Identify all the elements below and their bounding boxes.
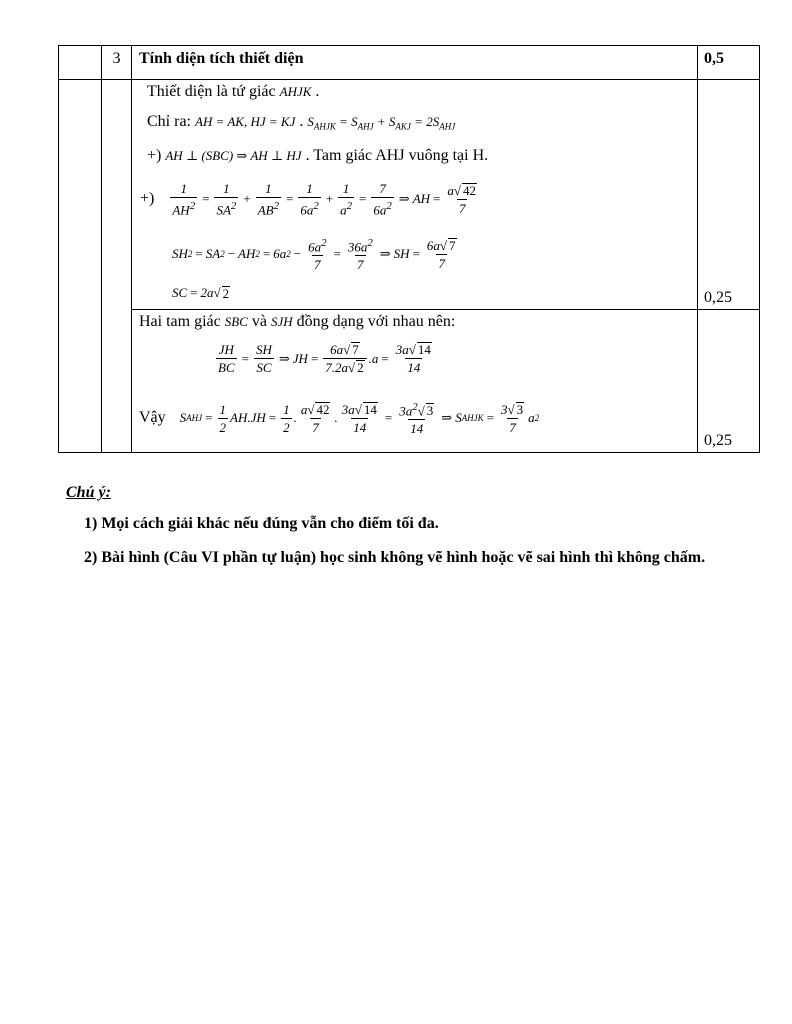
blank-number-cell — [102, 80, 132, 453]
statement-line: Chỉ ra: AH = AK, HJ = KJ . $S_{AHJK} = S_{AHJ} + S_{AKJ} = 2S_{AHJ}$ — [147, 113, 456, 132]
formula-area: S AHJ = $\frac{1}{2}$ AH.JH = $\frac{1}{2}$ . a√ 42 7 . $\frac{3a√ 14}{14}$ = $\frac{3a^2√ 3}{14}$ ⇒ S AHJK = $\frac{3√ 3}{7}$ a 2 — [179, 401, 540, 437]
solution-part-2 — [132, 310, 698, 453]
statement-line: Hai tam giác SBC và SJH đồng dạng với nhau nên: — [139, 313, 456, 330]
solution-part-1 — [132, 80, 698, 310]
formula-line — [172, 236, 461, 272]
formula-line: +) $\frac{1}{AH^2}$ = $\frac{1}{SA^2}$ + $\frac{1}{AB^2}$ = $\frac{1}{6a^2}$ + $\frac{1}{a^2}$ = $\frac{7}{6a^2}$ ⇒ AH = $\frac{a√ 42}{7}$ — [140, 181, 481, 217]
area-equation: $S_{AHJK} = S_{AHJ} + S_{AKJ} = 2S_{AHJ}$ — [307, 114, 456, 132]
math-inline: AH = AK, HJ = KJ — [195, 114, 296, 129]
score-value: 0,25 — [704, 432, 732, 449]
table-row — [59, 310, 760, 453]
note-item-1: 1) Mọi cách giải khác nếu đúng vẫn cho điểm tối đa. — [84, 515, 439, 532]
blank-column-cell — [59, 80, 102, 453]
formula-sh: SH 2 = SA 2 − AH 2 = 6a 2 − $\frac{6a^2}{7}$ = $\frac{36a^2}{7}$ ⇒ SH = $\frac{6a√ 7}{7}$ — [172, 237, 456, 273]
note-item-2: 2) Bài hình (Câu VI phần tự luận) học sinh không vẽ hình hoặc vẽ sai hình thì không chấm. — [84, 549, 706, 566]
math-inline: AH ⊥ (SBC) ⇒ AH ⊥ HJ — [165, 148, 302, 163]
math-inline: AHJK — [279, 84, 312, 99]
formula-line — [214, 342, 436, 375]
grading-table — [58, 45, 760, 453]
formula-ah: $\frac{1}{AH^2}$ = $\frac{1}{SA^2}$ + $\frac{1}{AB^2}$ = $\frac{1}{6a^2}$ + $\frac{1}{a^2}$ = $\frac{7}{6a^2}$ ⇒ AH = $\frac{a√ 42}{7}$ — [172, 181, 477, 218]
formula-jh: $\frac{JH}{BC}$ = $\frac{SH}{SC}$ ⇒ JH = $\frac{6a√ 7}{7.2a√ 2}$ .a = $\frac{3a√ 14}{14}$ — [218, 342, 431, 375]
section-score: 0,5 — [698, 46, 760, 80]
formula-sc: SC = 2a √ 2 — [172, 285, 230, 301]
statement-line: Thiết diện là tứ giác AHJK . — [147, 83, 320, 100]
notes-title: Chú ý: — [66, 484, 111, 501]
blank-column-cell — [59, 46, 102, 80]
section-number: 3 — [102, 46, 132, 80]
statement-line: +) AH ⊥ (SBC) ⇒ AH ⊥ HJ . Tam giác AHJ vuông tại H. — [147, 147, 489, 164]
formula-line — [172, 284, 230, 302]
score-value: 0,25 — [704, 289, 732, 306]
formula-line: Vậy S AHJ = $\frac{1}{2}$ AH.JH = $\frac{1}{2}$ . a√ 42 7 . $\frac{3a√ 14}{14}$ = $\frac{3a^2√ 3}{14}$ ⇒ S AHJK = $\frac{3√ 3}{7}$ a 2 — [139, 401, 540, 437]
score-cell — [698, 310, 760, 453]
score-cell — [698, 80, 760, 310]
table-header-row — [59, 46, 760, 80]
section-title: Tính diện tích thiết diện — [132, 46, 698, 80]
table-row — [59, 80, 760, 310]
